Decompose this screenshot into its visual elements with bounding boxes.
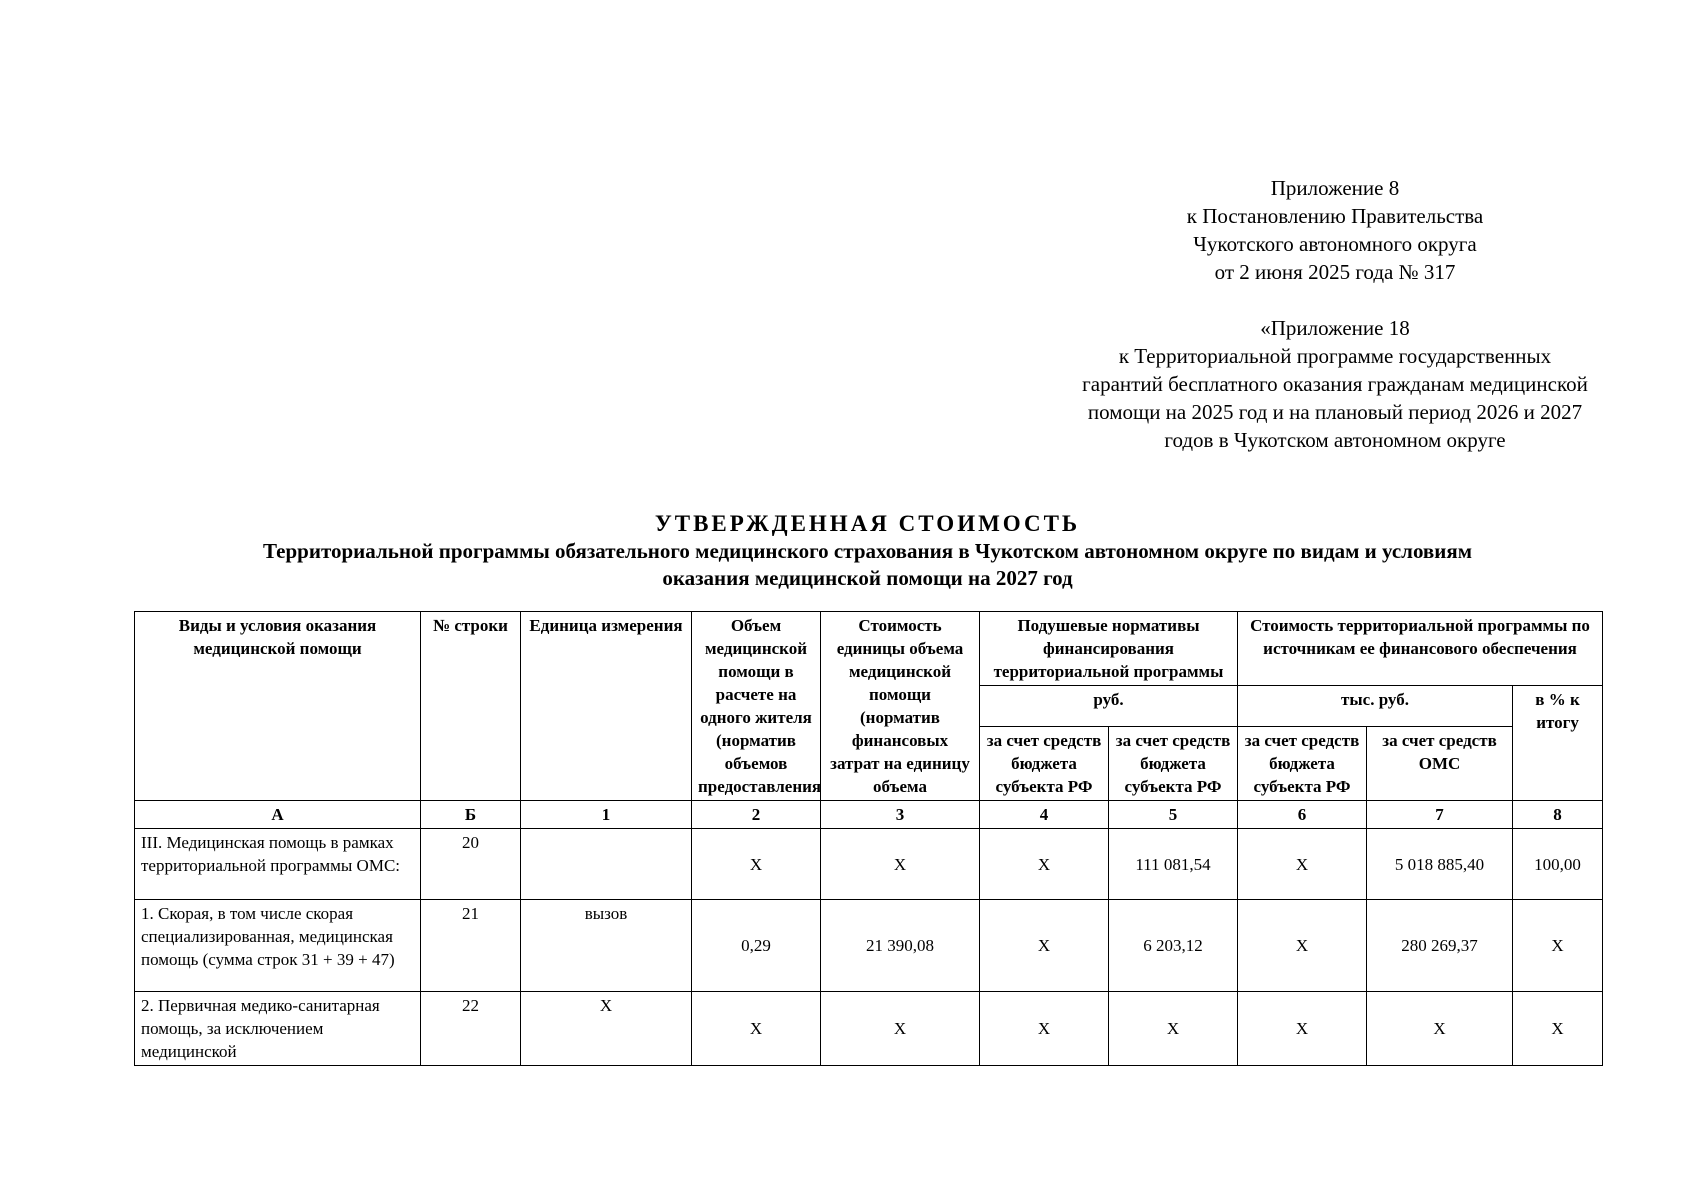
row-budget-rub: Х — [980, 992, 1109, 1066]
row-budget-thous: Х — [1238, 829, 1367, 900]
cost-table — [134, 611, 1603, 1066]
row-unit — [521, 829, 692, 900]
appendix-line: к Территориальной программе государственных — [1118, 344, 1552, 368]
title-main: УТВЕРЖДЕННАЯ СТОИМОСТЬ — [654, 511, 1081, 536]
row-unit-cost: Х — [821, 992, 980, 1066]
row-name: III. Медицинская помощь в рамках территориальной программы ОМС: — [135, 829, 421, 900]
row-pct: 100,00 — [1513, 829, 1603, 900]
header-row-no: № строки — [421, 612, 521, 801]
row-volume: Х — [692, 829, 821, 900]
index-cell: 5 — [1109, 801, 1238, 829]
index-cell: 3 — [821, 801, 980, 829]
index-cell: 8 — [1513, 801, 1603, 829]
row-oms-rub: 111 081,54 — [1109, 829, 1238, 900]
appendix-line: Чукотского автономного округа — [1193, 232, 1477, 256]
row-pct: Х — [1513, 900, 1603, 992]
header-pct: в % к итогу — [1513, 686, 1603, 801]
header-oms: за счет средств ОМС — [1367, 727, 1513, 801]
header-unit-cost: Стоимость единицы объема медицинской помощи (норматив финансовых затрат на единицу объема — [821, 612, 980, 801]
row-oms-rub: 6 203,12 — [1109, 900, 1238, 992]
appendix-line: к Постановлению Правительства — [1186, 204, 1484, 228]
row-number: 20 — [421, 829, 521, 900]
appendix-header — [1030, 174, 1640, 454]
header-thous-rub: тыс. руб. — [1238, 686, 1513, 727]
index-cell: 6 — [1238, 801, 1367, 829]
header-budget-rf: за счет средств бюджета субъекта РФ — [1109, 727, 1238, 801]
appendix-line: годов в Чукотском автономном округе — [1164, 428, 1506, 452]
header-types: Виды и условия оказания медицинской помощи — [135, 612, 421, 801]
row-number: 22 — [421, 992, 521, 1066]
header-rub: руб. — [980, 686, 1238, 727]
appendix-line: помощи на 2025 год и на плановый период 2026 и 2027 — [1087, 400, 1583, 424]
title-sub-line: оказания медицинской помощи на 2027 год — [662, 566, 1073, 590]
row-budget-thous: Х — [1238, 992, 1367, 1066]
header-total-cost: Стоимость территориальной программы по источникам ее финансового обеспечения — [1238, 612, 1603, 686]
row-unit-cost: Х — [821, 829, 980, 900]
header-volume: Объем медицинской помощи в расчете на одного жителя (норматив объемов предоставления — [692, 612, 821, 801]
row-unit: Х — [521, 992, 692, 1066]
title-sub-line: Территориальной программы обязательного медицинского страхования в Чукотском автономном округе по видам и условиям — [262, 539, 1473, 563]
row-name: 2. Первичная медико-санитарная помощь, за исключением медицинской — [135, 992, 421, 1066]
header-budget-rf: за счет средств бюджета субъекта РФ — [1238, 727, 1367, 801]
row-unit-cost: 21 390,08 — [821, 900, 980, 992]
table-row — [135, 900, 1603, 992]
index-cell: 7 — [1367, 801, 1513, 829]
row-pct: Х — [1513, 992, 1603, 1066]
row-budget-rub: Х — [980, 900, 1109, 992]
index-cell: Б — [421, 801, 521, 829]
row-budget-thous: Х — [1238, 900, 1367, 992]
index-cell: А — [135, 801, 421, 829]
row-oms-rub: Х — [1109, 992, 1238, 1066]
document-title — [100, 510, 1635, 592]
index-cell: 4 — [980, 801, 1109, 829]
row-volume: Х — [692, 992, 821, 1066]
appendix-line: гарантий бесплатного оказания гражданам медицинской — [1082, 372, 1588, 396]
row-volume: 0,29 — [692, 900, 821, 992]
appendix-line: Приложение 8 — [1270, 176, 1400, 200]
row-oms-thous: Х — [1367, 992, 1513, 1066]
row-budget-rub: Х — [980, 829, 1109, 900]
row-oms-thous: 5 018 885,40 — [1367, 829, 1513, 900]
row-unit: вызов — [521, 900, 692, 992]
appendix-line: от 2 июня 2025 года № 317 — [1214, 260, 1456, 284]
row-number: 21 — [421, 900, 521, 992]
row-oms-thous: 280 269,37 — [1367, 900, 1513, 992]
header-budget-rf: за счет средств бюджета субъекта РФ — [980, 727, 1109, 801]
row-name: 1. Скорая, в том числе скорая специализированная, медицинская помощь (сумма строк 31 + 39 + 47) — [135, 900, 421, 992]
header-per-capita: Подушевые нормативы финансирования территориальной программы — [980, 612, 1238, 686]
index-cell: 2 — [692, 801, 821, 829]
table-row — [135, 829, 1603, 900]
index-cell: 1 — [521, 801, 692, 829]
appendix-line: «Приложение 18 — [1260, 316, 1410, 340]
table-row — [135, 992, 1603, 1066]
header-unit: Единица измерения — [521, 612, 692, 801]
